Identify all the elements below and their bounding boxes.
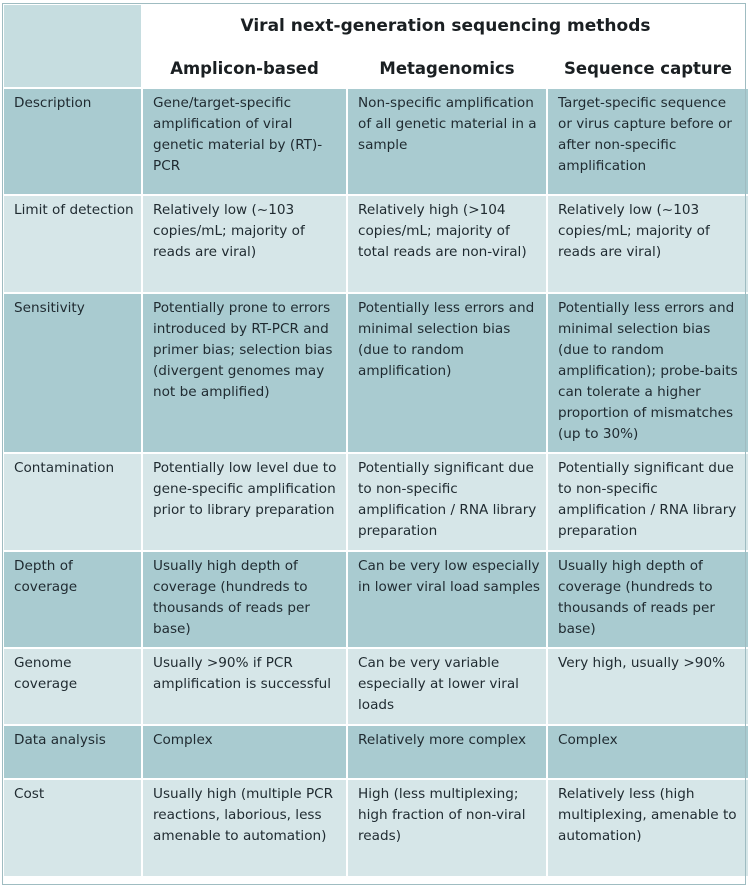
column-header-sequence-capture: Sequence capture (547, 48, 749, 88)
table-cell: Potentially less errors and minimal selection bias (due to random amplification) (347, 293, 547, 453)
comparison-table (2, 3, 750, 878)
table-cell: Can be very low especially in lower viral load samples (347, 551, 547, 648)
table-cell: Potentially less errors and minimal selection bias (due to random amplification); probe-baits can tolerate a higher proportion of mismatches (up to 30%) (547, 293, 749, 453)
column-header-amplicon: Amplicon-based (142, 48, 347, 88)
table-cell: Relatively low (~103 copies/mL; majority of reads are viral) (547, 195, 749, 293)
table-row (3, 551, 749, 648)
table-cell: Target-specific sequence or virus capture before or after non-specific amplification (547, 88, 749, 195)
table-cell: Relatively low (~103 copies/mL; majority of reads are viral) (142, 195, 347, 293)
table-row (3, 195, 749, 293)
row-label: Contamination (3, 453, 142, 551)
table-cell: Relatively more complex (347, 725, 547, 779)
table-cell: Usually high (multiple PCR reactions, laborious, less amenable to automation) (142, 779, 347, 877)
table-cell: Non-specific amplification of all genetic material in a sample (347, 88, 547, 195)
table-row (3, 648, 749, 725)
table-cell: Gene/target-specific amplification of viral genetic material by (RT)-PCR (142, 88, 347, 195)
table-cell: Can be very variable especially at lower viral loads (347, 648, 547, 725)
super-header: Viral next-generation sequencing methods (142, 4, 749, 48)
table-cell: Potentially significant due to non-specific amplification / RNA library preparation (547, 453, 749, 551)
table-row (3, 453, 749, 551)
column-header-metagenomics: Metagenomics (347, 48, 547, 88)
row-label: Depth of coverage (3, 551, 142, 648)
table-cell: Usually >90% if PCR amplification is successful (142, 648, 347, 725)
row-label: Data analysis (3, 725, 142, 779)
table-row (3, 779, 749, 877)
table-cell: Relatively high (>104 copies/mL; majority of total reads are non-viral) (347, 195, 547, 293)
table-row (3, 293, 749, 453)
row-label: Description (3, 88, 142, 195)
header-corner (3, 4, 142, 88)
table-cell: Usually high depth of coverage (hundreds to thousands of reads per base) (547, 551, 749, 648)
table-cell: Very high, usually >90% (547, 648, 749, 725)
table-row (3, 725, 749, 779)
table-cell: Potentially prone to errors introduced by RT-PCR and primer bias; selection bias (divergent genomes may not be amplified) (142, 293, 347, 453)
row-label: Limit of detection (3, 195, 142, 293)
table-cell: Complex (547, 725, 749, 779)
table-cell: Potentially significant due to non-specific amplification / RNA library preparation (347, 453, 547, 551)
table-cell: Relatively less (high multiplexing, amenable to automation) (547, 779, 749, 877)
table-cell: Complex (142, 725, 347, 779)
row-label: Cost (3, 779, 142, 877)
table-cell: Usually high depth of coverage (hundreds to thousands of reads per base) (142, 551, 347, 648)
table-cell: High (less multiplexing; high fraction of non-viral reads) (347, 779, 547, 877)
row-label: Sensitivity (3, 293, 142, 453)
table-row (3, 88, 749, 195)
row-label: Genome coverage (3, 648, 142, 725)
table-cell: Potentially low level due to gene-specific amplification prior to library preparation (142, 453, 347, 551)
